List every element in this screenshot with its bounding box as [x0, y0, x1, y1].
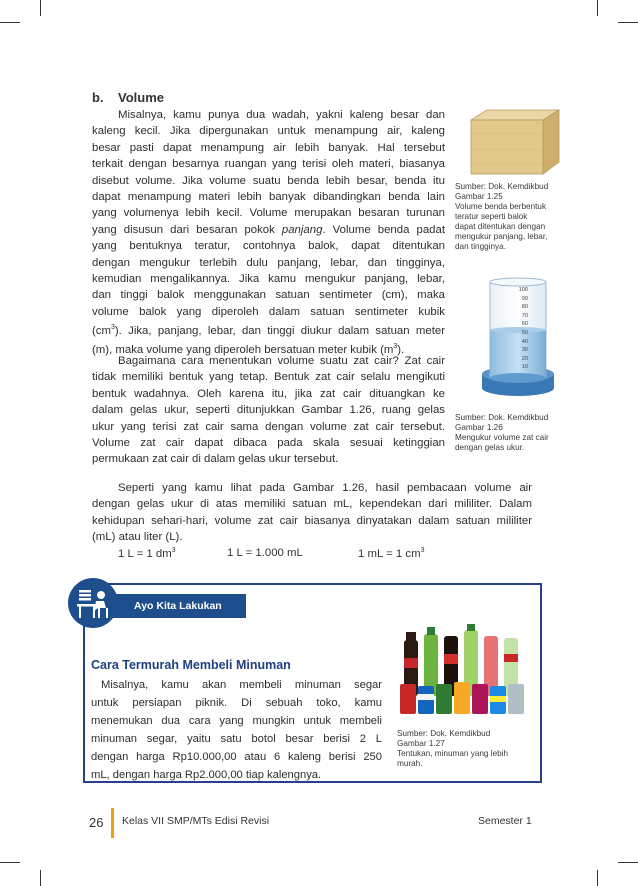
- crop-mark-tl-v: [40, 0, 41, 16]
- p1-line14: [92, 320, 445, 339]
- fig125-label: Gambar 1.25: [455, 192, 503, 201]
- p2-line7: permukaan zat cair di dalam gelas ukur tersebut.: [92, 453, 339, 466]
- paragraph-volume-intro: [92, 107, 445, 359]
- act-line4: minuman segar, yaitu satu botol besar berisi 2 L: [91, 733, 382, 745]
- formula-ml-cm3: [358, 547, 424, 560]
- formula1-text: 1 L = 1 dm: [118, 547, 172, 560]
- paragraph-ml-units: [92, 480, 532, 546]
- p1-line8: [92, 222, 445, 238]
- scale-60: 60: [521, 321, 528, 328]
- p1-line11: kemudian mengalikannya. Jika kamu mengukur panjang, lebar,: [92, 273, 445, 286]
- fig126-desc1: Mengukur volume zat cair: [455, 433, 549, 442]
- p3-line1: Seperti yang kamu lihat pada Gambar 1.26, hasil pembacaan volume air: [118, 482, 532, 494]
- glass-scale: [516, 286, 528, 372]
- fig127-desc2: murah.: [397, 759, 423, 768]
- fig125-desc3: dapat ditentukan dengan: [455, 222, 546, 231]
- p3-line4: (mL) atau liter (L).: [92, 531, 183, 544]
- p1-line1: Misalnya, kamu punya dua wadah, yakni kaleng besar dan: [118, 109, 445, 121]
- p2-line1: Bagaimana cara menentukan volume suatu zat cair? Zat cair: [118, 355, 445, 367]
- footer-semester: Semester 1: [478, 815, 532, 827]
- scale-40: 40: [521, 338, 528, 345]
- soft-drinks-photo: [394, 622, 534, 722]
- scale-100: 100: [518, 287, 528, 293]
- act-line5: dengan harga Rp10.000,00 atau 6 kaleng berisi 250: [91, 751, 382, 763]
- p2-line3: bentuk wadahnya. Oleh karena itu, jika zat cair dituangkan ke: [92, 387, 445, 400]
- student-desk-glyph: [68, 578, 118, 628]
- fig127-source: Sumber: Dok. Kemdikbud: [397, 729, 491, 738]
- p1-line15c: ).: [397, 344, 405, 357]
- p1-line8-italic: panjang: [281, 223, 323, 236]
- p1-line3: besar pasti dapat menampung air lebih banyak. Hal tersebut: [92, 141, 445, 154]
- fig127-label: Gambar 1.27: [397, 739, 445, 748]
- scale-50: 50: [521, 329, 528, 336]
- fig125-source: Sumber: Dok. Kemdikbud: [455, 182, 549, 191]
- scale-30: 30: [521, 347, 528, 354]
- formula3-sup: 3: [420, 547, 425, 554]
- p1-line7: yang volumenya lebih kecil. Volume merupakan besaran turunan: [92, 207, 445, 220]
- scale-10: 10: [521, 364, 528, 371]
- p3-line3: kehidupan sehari-hari, volume zat cair biasanya dinyatakan dalam satuan mililiter: [92, 514, 532, 527]
- act-line6: mL, dengan harga Rp2.000,00 tiap kalengnya.: [91, 769, 322, 781]
- p1-line2: kaleng kecil. Jika dipergunakan untuk menampung air, kaleng: [92, 125, 445, 138]
- student-desk-icon: [68, 578, 118, 628]
- crop-mark-bl-v: [40, 870, 41, 886]
- formula3-text: 1 mL = 1 cm: [358, 547, 421, 560]
- figure-1-25-caption: [455, 182, 565, 252]
- scale-20: 20: [521, 355, 528, 362]
- scale-80: 80: [521, 304, 528, 311]
- crop-mark-bl-h: [0, 862, 20, 863]
- fig126-source: Sumber: Dok. Kemdikbud: [455, 413, 549, 422]
- p2-line5: ukur yang terisi zat cair sama dengan volume zat cair tersebut.: [92, 420, 445, 433]
- act-line2: untuk persiapan piknik. Di sebuah toko, kamu: [91, 697, 382, 709]
- crop-mark-tr-v: [597, 0, 598, 16]
- crop-mark-tr-h: [618, 22, 638, 23]
- p1-line13: volume balok yang diperoleh dalam satuan sentimeter kubik: [92, 305, 445, 318]
- activity-text: [91, 676, 382, 784]
- paragraph-liquid-volume: [92, 353, 445, 468]
- formula1-sup: 3: [171, 547, 176, 554]
- p1-line14c: ). Jika, panjang, lebar, dan tinggi diukur dalam satuan meter: [114, 325, 445, 338]
- p1-line14-sup: 3: [110, 324, 115, 332]
- p1-line6: dapat menampung materi lebih banyak dibandingkan benda lain: [92, 191, 445, 204]
- p1-line14a: (cm: [92, 325, 111, 338]
- p2-line4: dalam gelas ukur, seperti ditunjukkan Gambar 1.26, ruang gelas: [92, 404, 445, 417]
- section-letter: b.: [92, 90, 104, 105]
- p3-line2: dengan gelas ukur di atas memiliki satuan mL, kependekan dari mililiter. Dalam: [92, 498, 532, 511]
- crop-mark-tl-h: [0, 22, 20, 23]
- fig126-desc2: dengan gelas ukur.: [455, 443, 525, 452]
- footer-accent-bar: [111, 808, 114, 838]
- p1-line8c: . Volume benda padat: [322, 223, 445, 236]
- section-title: Volume: [118, 90, 164, 105]
- formula-liter-ml: 1 L = 1.000 mL: [227, 547, 303, 559]
- page-number: 26: [89, 815, 104, 830]
- fig127-desc1: Tentukan, minuman yang lebih: [397, 749, 509, 758]
- p1-line8a: yang disusun dari besaran pokok: [92, 223, 282, 236]
- fig125-desc5: dan tingginya.: [455, 242, 506, 251]
- fig125-desc4: mengukur panjang, lebar,: [455, 232, 548, 241]
- p1-line10: dengan mengukur terlebih dulu panjang, lebar, dan tingginya,: [92, 256, 445, 269]
- fig125-desc2: teratur seperti balok: [455, 212, 528, 221]
- figure-1-26-caption: [455, 413, 565, 453]
- act-line3: menemukan dua cara yang mungkin untuk membeli: [91, 715, 382, 727]
- p1-line15-sup: 3: [393, 343, 398, 351]
- p1-line9: yang bentuknya teratur, contohnya balok, dapat ditentukan: [92, 240, 445, 253]
- crop-mark-br-v: [597, 870, 598, 886]
- p1-line5: disebut volume. Jika volume suatu benda lebih besar, benda itu: [92, 174, 445, 187]
- scale-90: 90: [521, 295, 528, 302]
- act-line1: Misalnya, kamu akan membeli minuman segar: [101, 679, 382, 691]
- figure-1-27-caption: [397, 729, 537, 769]
- p2-line2: tidak memiliki bentuk yang tetap. Bentuk zat cair selalu mengikuti: [92, 371, 445, 384]
- fig125-desc1: Volume benda berbentuk: [455, 202, 547, 211]
- p1-line12: dan tinggi balok menggunakan satuan sentimeter (cm), maka: [92, 289, 445, 302]
- fig126-label: Gambar 1.26: [455, 423, 503, 432]
- activity-title: Cara Termurah Membeli Minuman: [91, 658, 291, 672]
- section-heading: [92, 90, 164, 105]
- p2-line6: Volume zat cair dapat dibaca pada skala sesuai ketinggian: [92, 437, 445, 450]
- p1-line15a: (m), maka volume yang diperoleh bersatuan meter kubik (m: [92, 344, 394, 357]
- scale-70: 70: [521, 312, 528, 319]
- formula-liter-dm3: [118, 547, 176, 560]
- footer-book-title: Kelas VII SMP/MTs Edisi Revisi: [122, 815, 270, 827]
- wooden-box-illustration: [463, 108, 563, 178]
- p1-line4: terkait dengan besarnya ruangan yang terisi oleh materi, biasanya: [92, 158, 445, 171]
- activity-ribbon: Ayo Kita Lakukan: [110, 594, 246, 618]
- crop-mark-br-h: [618, 862, 638, 863]
